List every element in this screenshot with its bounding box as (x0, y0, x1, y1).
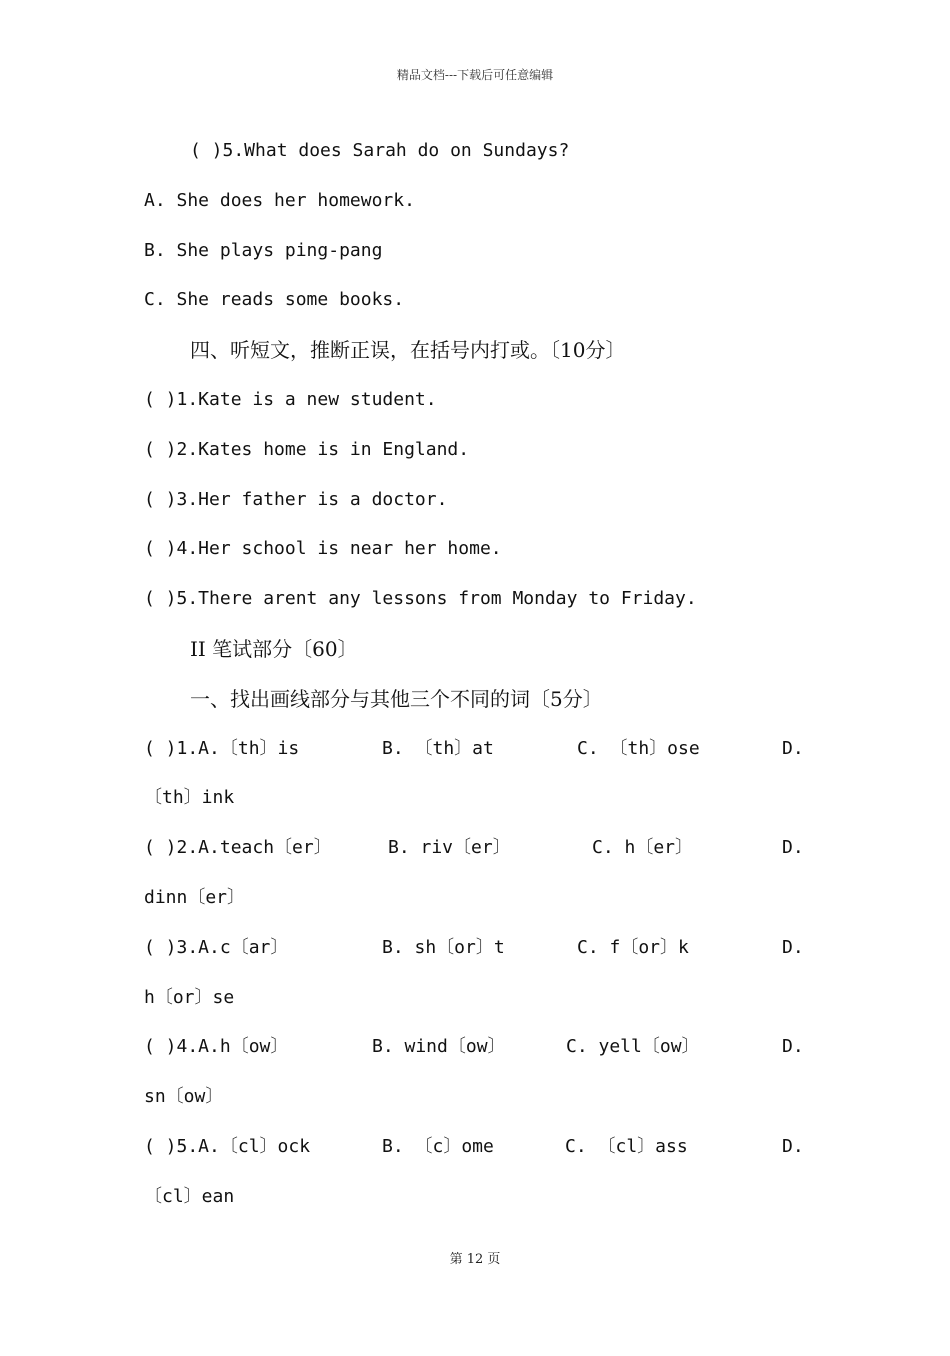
true-false-item: ( )2.Kates home is in England. (144, 438, 470, 460)
phonics-question (144, 829, 810, 879)
phonics-question (144, 1128, 810, 1178)
option-b: B. 〔c〕ome (382, 1135, 494, 1157)
section-title-part-four: 四、听短文，推断正误，在括号内打或。〔10分〕 (190, 338, 626, 363)
option-c: C. 〔th〕ose (577, 737, 700, 759)
option-a: ( )4.A.h〔ow〕 (144, 1036, 289, 1058)
written-part-title: II 笔试部分〔60〕 (190, 636, 358, 661)
option-d-continued: 〔cl〕ean (144, 1185, 235, 1207)
option-c: C. f〔or〕k (577, 936, 689, 958)
question-text: ( )5.What does Sarah do on Sundays? (190, 140, 570, 161)
option-c: C. 〔cl〕ass (565, 1135, 688, 1157)
option-a: A. She does her homework. (144, 189, 415, 211)
option-d-continued: 〔th〕ink (144, 787, 235, 809)
true-false-item: ( )3.Her father is a doctor. (144, 488, 448, 510)
option-d: D. (782, 1135, 804, 1157)
page-header: 精品文档---下载后可任意编辑 (396, 68, 554, 82)
option-d: D. (782, 737, 804, 759)
option-b: B. riv〔er〕 (388, 837, 511, 859)
option-d-continued: dinn〔er〕 (144, 886, 246, 908)
option-b: B. She plays ping-pang (144, 239, 383, 261)
option-d: D. (782, 936, 804, 958)
phonics-question (144, 1028, 810, 1078)
option-a: ( )3.A.c〔ar〕 (144, 936, 289, 958)
option-c: C. She reads some books. (144, 289, 405, 311)
option-a: ( )2.A.teach〔er〕 (144, 837, 332, 859)
option-b: B. sh〔or〕t (382, 936, 505, 958)
option-c: C. yell〔ow〕 (566, 1036, 700, 1058)
option-d: D. (782, 837, 804, 859)
section-title-written-one: 一、找出画线部分与其他三个不同的词〔5分〕 (190, 686, 603, 711)
option-d: D. (782, 1036, 804, 1058)
option-d-continued: sn〔ow〕 (144, 1086, 224, 1108)
true-false-item: ( )5.There arent any lessons from Monday to Friday. (144, 588, 697, 610)
phonics-question (144, 929, 810, 979)
option-d-continued: h〔or〕se (144, 986, 235, 1008)
page-number: 第 12 页 (449, 1252, 501, 1267)
option-a: ( )5.A.〔cl〕ock (144, 1135, 311, 1157)
option-a: ( )1.A.〔th〕is (144, 737, 300, 759)
option-b: B. wind〔ow〕 (372, 1036, 506, 1058)
option-b: B. 〔th〕at (382, 737, 494, 759)
true-false-item: ( )4.Her school is near her home. (144, 538, 502, 560)
document-body (144, 132, 810, 1228)
option-c: C. h〔er〕 (592, 837, 694, 859)
phonics-question (144, 730, 810, 780)
true-false-item: ( )1.Kate is a new student. (144, 388, 437, 410)
